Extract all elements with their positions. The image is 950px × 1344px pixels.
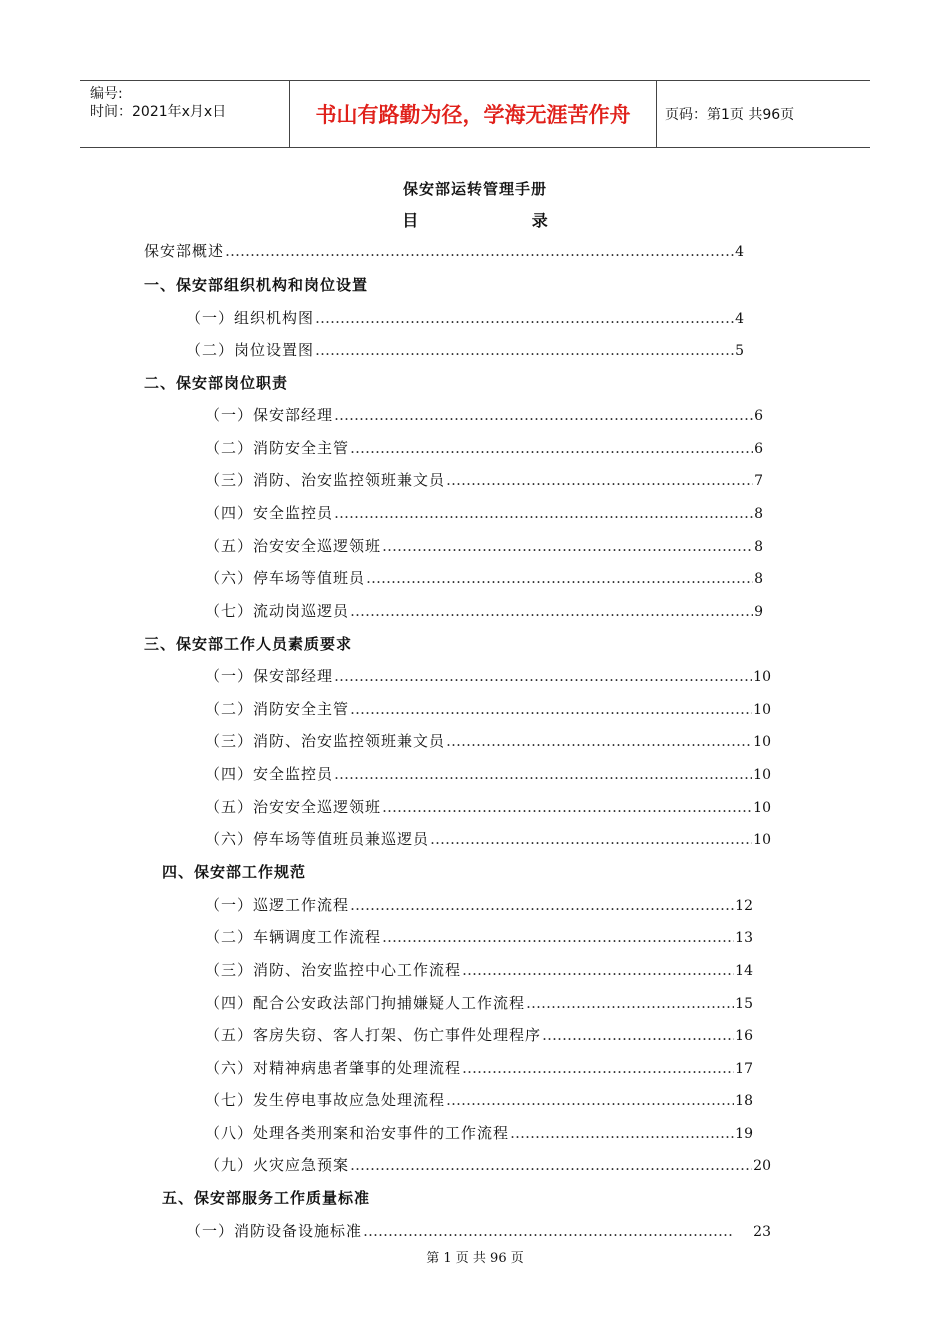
- toc-entry-label: （一）消防设备设施标准: [186, 1222, 363, 1240]
- toc-entry-label: （四）安全监控员: [205, 765, 334, 783]
- page-header: [80, 80, 870, 148]
- toc-entry-label: （六）停车场等值班员兼巡逻员: [205, 830, 430, 848]
- toc-entry[interactable]: [205, 437, 763, 459]
- toc-entry-page: 6: [754, 441, 763, 457]
- toc-entry-label: （一）保安部经理: [205, 667, 334, 685]
- toc-entry[interactable]: [205, 698, 771, 720]
- toc-leader: [315, 307, 734, 329]
- toc-entry-label: （一）组织机构图: [186, 309, 315, 327]
- toc-entry[interactable]: [205, 992, 753, 1014]
- toc-entry-page: 20: [753, 1158, 771, 1174]
- toc-heading: [0, 208, 950, 231]
- toc-entry[interactable]: [205, 1154, 771, 1176]
- toc-leader: [446, 730, 752, 752]
- toc-leader: [382, 926, 734, 948]
- toc-entry-page: 10: [753, 832, 771, 848]
- document-number-label: 编号:: [90, 86, 123, 102]
- toc-leader: [350, 894, 734, 916]
- toc-leader: [315, 339, 734, 361]
- toc-entry-label: （七）流动岗巡逻员: [205, 602, 350, 620]
- toc-entry[interactable]: [205, 600, 763, 622]
- toc-entry-page: 10: [753, 669, 771, 685]
- toc-entry[interactable]: [205, 894, 753, 916]
- toc-entry-page: 8: [754, 506, 763, 522]
- toc-section-heading[interactable]: 一、保安部组织机构和岗位设置: [144, 276, 369, 294]
- toc-entry-page: 8: [754, 571, 763, 587]
- toc-entry-label: （一）保安部经理: [205, 406, 334, 424]
- toc-section-heading[interactable]: 四、保安部工作规范: [162, 863, 307, 881]
- toc-leader: [382, 796, 752, 818]
- toc-leader: [350, 600, 753, 622]
- toc-entry-page: 4: [735, 311, 744, 327]
- toc-entry-label: （二）消防安全主管: [205, 700, 350, 718]
- toc-entry-label: （五）治安安全巡逻领班: [205, 798, 382, 816]
- toc-entry-label: （四）安全监控员: [205, 504, 334, 522]
- toc-entry[interactable]: [186, 307, 744, 329]
- toc-entry[interactable]: [205, 567, 763, 589]
- toc-entry-label: （二）消防安全主管: [205, 439, 350, 457]
- page-footer: 第 1 页 共 96 页: [426, 1251, 524, 1266]
- toc-entry-page: 9: [754, 604, 763, 620]
- toc-entry[interactable]: [205, 828, 771, 850]
- toc-entry-page: 12: [735, 898, 753, 914]
- toc-entry[interactable]: [186, 1220, 771, 1242]
- toc-entry-label: 保安部概述: [144, 242, 225, 260]
- toc-entry[interactable]: [205, 1122, 753, 1144]
- toc-entry-page: 8: [754, 539, 763, 555]
- toc-leader: [350, 437, 753, 459]
- toc-leader: [366, 567, 753, 589]
- toc-entry-page: 6: [754, 408, 763, 424]
- toc-entry-page: 23: [753, 1224, 771, 1240]
- toc-entry-page: 5: [735, 343, 744, 359]
- toc-leader: [446, 469, 753, 491]
- toc-entry[interactable]: [186, 339, 744, 361]
- toc-entry-label: （四）配合公安政法部门拘捕嫌疑人工作流程: [205, 994, 526, 1012]
- toc-entry[interactable]: [205, 1089, 753, 1111]
- toc-leader: [526, 992, 734, 1014]
- toc-entry-label: （二）车辆调度工作流程: [205, 928, 382, 946]
- toc-leader: [363, 1220, 732, 1242]
- toc-heading-char-2: 录: [531, 211, 548, 230]
- toc-entry-label: （六）停车场等值班员: [205, 569, 366, 587]
- toc-entry-label: （六）对精神病患者肇事的处理流程: [205, 1059, 462, 1077]
- toc-entry[interactable]: [205, 535, 763, 557]
- toc-entry[interactable]: [205, 763, 771, 785]
- toc-leader: [462, 959, 734, 981]
- toc-leader: [334, 404, 753, 426]
- toc-leader: [510, 1122, 734, 1144]
- toc-entry[interactable]: [205, 502, 763, 524]
- toc-entry-label: （九）火灾应急预案: [205, 1156, 350, 1174]
- toc-entry-label: （七）发生停电事故应急处理流程: [205, 1091, 446, 1109]
- toc-entry[interactable]: [205, 730, 771, 752]
- toc-section-heading[interactable]: 二、保安部岗位职责: [144, 374, 289, 392]
- toc-entry[interactable]: [205, 404, 763, 426]
- toc-entry[interactable]: [205, 959, 753, 981]
- toc-entry-page: 14: [735, 963, 753, 979]
- toc-entry-label: （五）治安安全巡逻领班: [205, 537, 382, 555]
- toc-section-heading[interactable]: 五、保安部服务工作质量标准: [162, 1189, 371, 1207]
- toc-entry-page: 10: [753, 800, 771, 816]
- header-page-info: 页码：第1页 共96页: [665, 107, 795, 123]
- toc-entry[interactable]: [205, 1057, 753, 1079]
- toc-entry[interactable]: [144, 240, 744, 262]
- document-title: 保安部运转管理手册: [402, 180, 547, 198]
- toc-entry[interactable]: [205, 469, 763, 491]
- toc-section-heading[interactable]: 三、保安部工作人员素质要求: [144, 635, 353, 653]
- toc-entry-label: （三）消防、治安监控领班兼文员: [205, 471, 446, 489]
- toc-entry[interactable]: [205, 926, 753, 948]
- toc-entry-label: （一）巡逻工作流程: [205, 896, 350, 914]
- toc-entry-label: （二）岗位设置图: [186, 341, 315, 359]
- header-meta: [80, 81, 290, 147]
- toc-entry-page: 16: [735, 1028, 753, 1044]
- toc-entry-page: 17: [735, 1061, 753, 1077]
- toc-leader: [430, 828, 752, 850]
- toc-entry-page: 18: [735, 1093, 753, 1109]
- toc-entry-label: （八）处理各类刑案和治安事件的工作流程: [205, 1124, 510, 1142]
- toc-entry-page: 10: [753, 702, 771, 718]
- toc-leader: [350, 1154, 752, 1176]
- toc-entry[interactable]: [205, 1024, 753, 1046]
- toc-leader: [462, 1057, 734, 1079]
- toc-entry-label: （三）消防、治安监控领班兼文员: [205, 732, 446, 750]
- toc-leader: [542, 1024, 734, 1046]
- toc-entry[interactable]: [205, 665, 771, 687]
- toc-entry[interactable]: [205, 796, 771, 818]
- toc-leader: [334, 502, 753, 524]
- toc-heading-char-1: 目: [402, 211, 419, 230]
- toc-entry-page: 10: [753, 734, 771, 750]
- toc-entry-page: 10: [753, 767, 771, 783]
- toc-leader: [382, 535, 753, 557]
- toc-entry-page: 13: [735, 930, 753, 946]
- toc-entry-page: 7: [754, 473, 763, 489]
- toc-entry-page: 15: [735, 996, 753, 1012]
- header-slogan: 书山有路勤为径，学海无涯苦作舟: [290, 81, 657, 147]
- toc-leader: [225, 240, 734, 262]
- toc-leader: [446, 1089, 734, 1111]
- toc-entry-label: （三）消防、治安监控中心工作流程: [205, 961, 462, 979]
- toc-entry-page: 19: [735, 1126, 753, 1142]
- toc-entry-page: 4: [735, 244, 744, 260]
- toc-leader: [334, 665, 752, 687]
- document-time-label: 时间：2021年x月x日: [90, 104, 227, 120]
- toc-leader: [350, 698, 752, 720]
- toc-entry-label: （五）客房失窃、客人打架、伤亡事件处理程序: [205, 1026, 542, 1044]
- toc-leader: [334, 763, 752, 785]
